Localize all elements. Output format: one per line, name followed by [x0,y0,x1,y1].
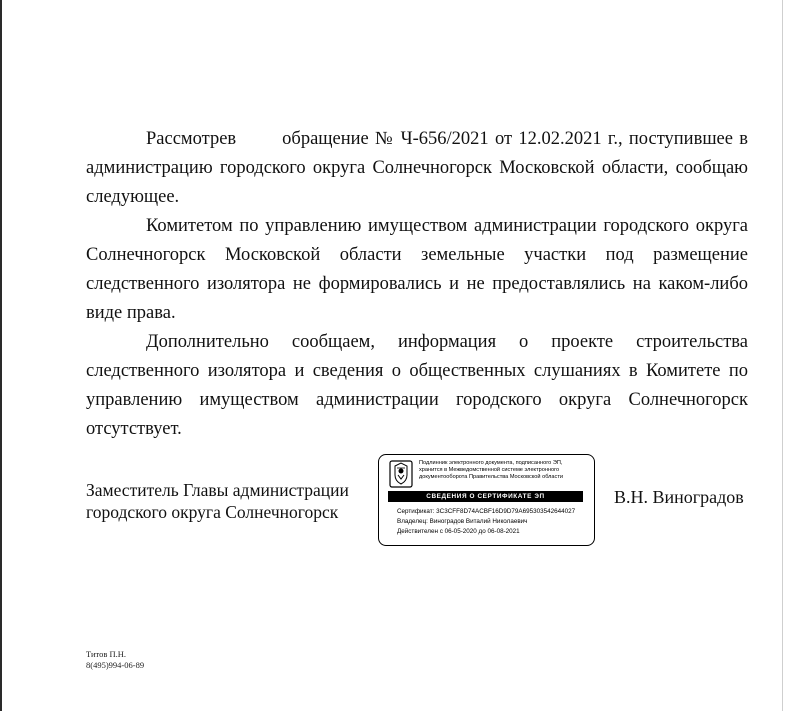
paragraph-1-text: обращение № Ч-656/2021 от 12.02.2021 г., поступившее в администрацию городского округа Солнечногорск Московской области, сообщаю следующее. [86,129,748,207]
signer-position-line-2: городского округа Солнечногорск [86,502,339,522]
paragraph-1-lead: Рассмотрев [146,129,237,149]
paragraph-3: Дополнительно сообщаем, информация о проекте строительства следственного изолятора и сведения о общественных слушаниях в Комитете по управлению имуществом администрации городского округа Солнечногорск отсутствует. [86,332,748,439]
certificate-number: Сертификат: 3C3CFF8D74ACBF16D9D79A695303542644027 [397,508,576,515]
signer-name: В.Н. Виноградов [614,487,744,507]
stamp-note-line-3: документооборота Правительства Московской области [419,474,564,481]
letter-body [86,125,748,444]
stamp-note-line-1: Подлинник электронного документа, подписанного ЭП, [419,460,563,466]
coat-of-arms-icon [389,460,413,488]
stamp-note-line-2: хранится в Межведомственной системе электронного [419,467,560,474]
signer-position [86,479,376,523]
certificate-owner: Владелец: Виноградов Виталий Николаевич [397,518,528,525]
page-edge-right [782,0,783,711]
paragraph-2: Комитетом по управлению имуществом администрации городского округа Солнечногорск Московской области земельные участки под размещение следственного изолятора не формировались и не предоставлялись на каком-либо виде права. [86,216,748,323]
electronic-signature-stamp [378,454,595,546]
paragraph-1 [86,125,748,212]
executor-phone: 8(495)994-06-89 [86,660,145,670]
certificate-header-band: СВЕДЕНИЯ О СЕРТИФИКАТЕ ЭП [388,491,583,502]
executor-name: Титов П.Н. [86,649,127,659]
page-edge-left [0,0,2,711]
certificate-validity: Действителен с 06-05-2020 до 06-08-2021 [397,528,520,535]
stamp-note [419,460,591,482]
signer-position-line-1: Заместитель Главы администрации [86,480,349,500]
executor-footer [86,649,144,671]
